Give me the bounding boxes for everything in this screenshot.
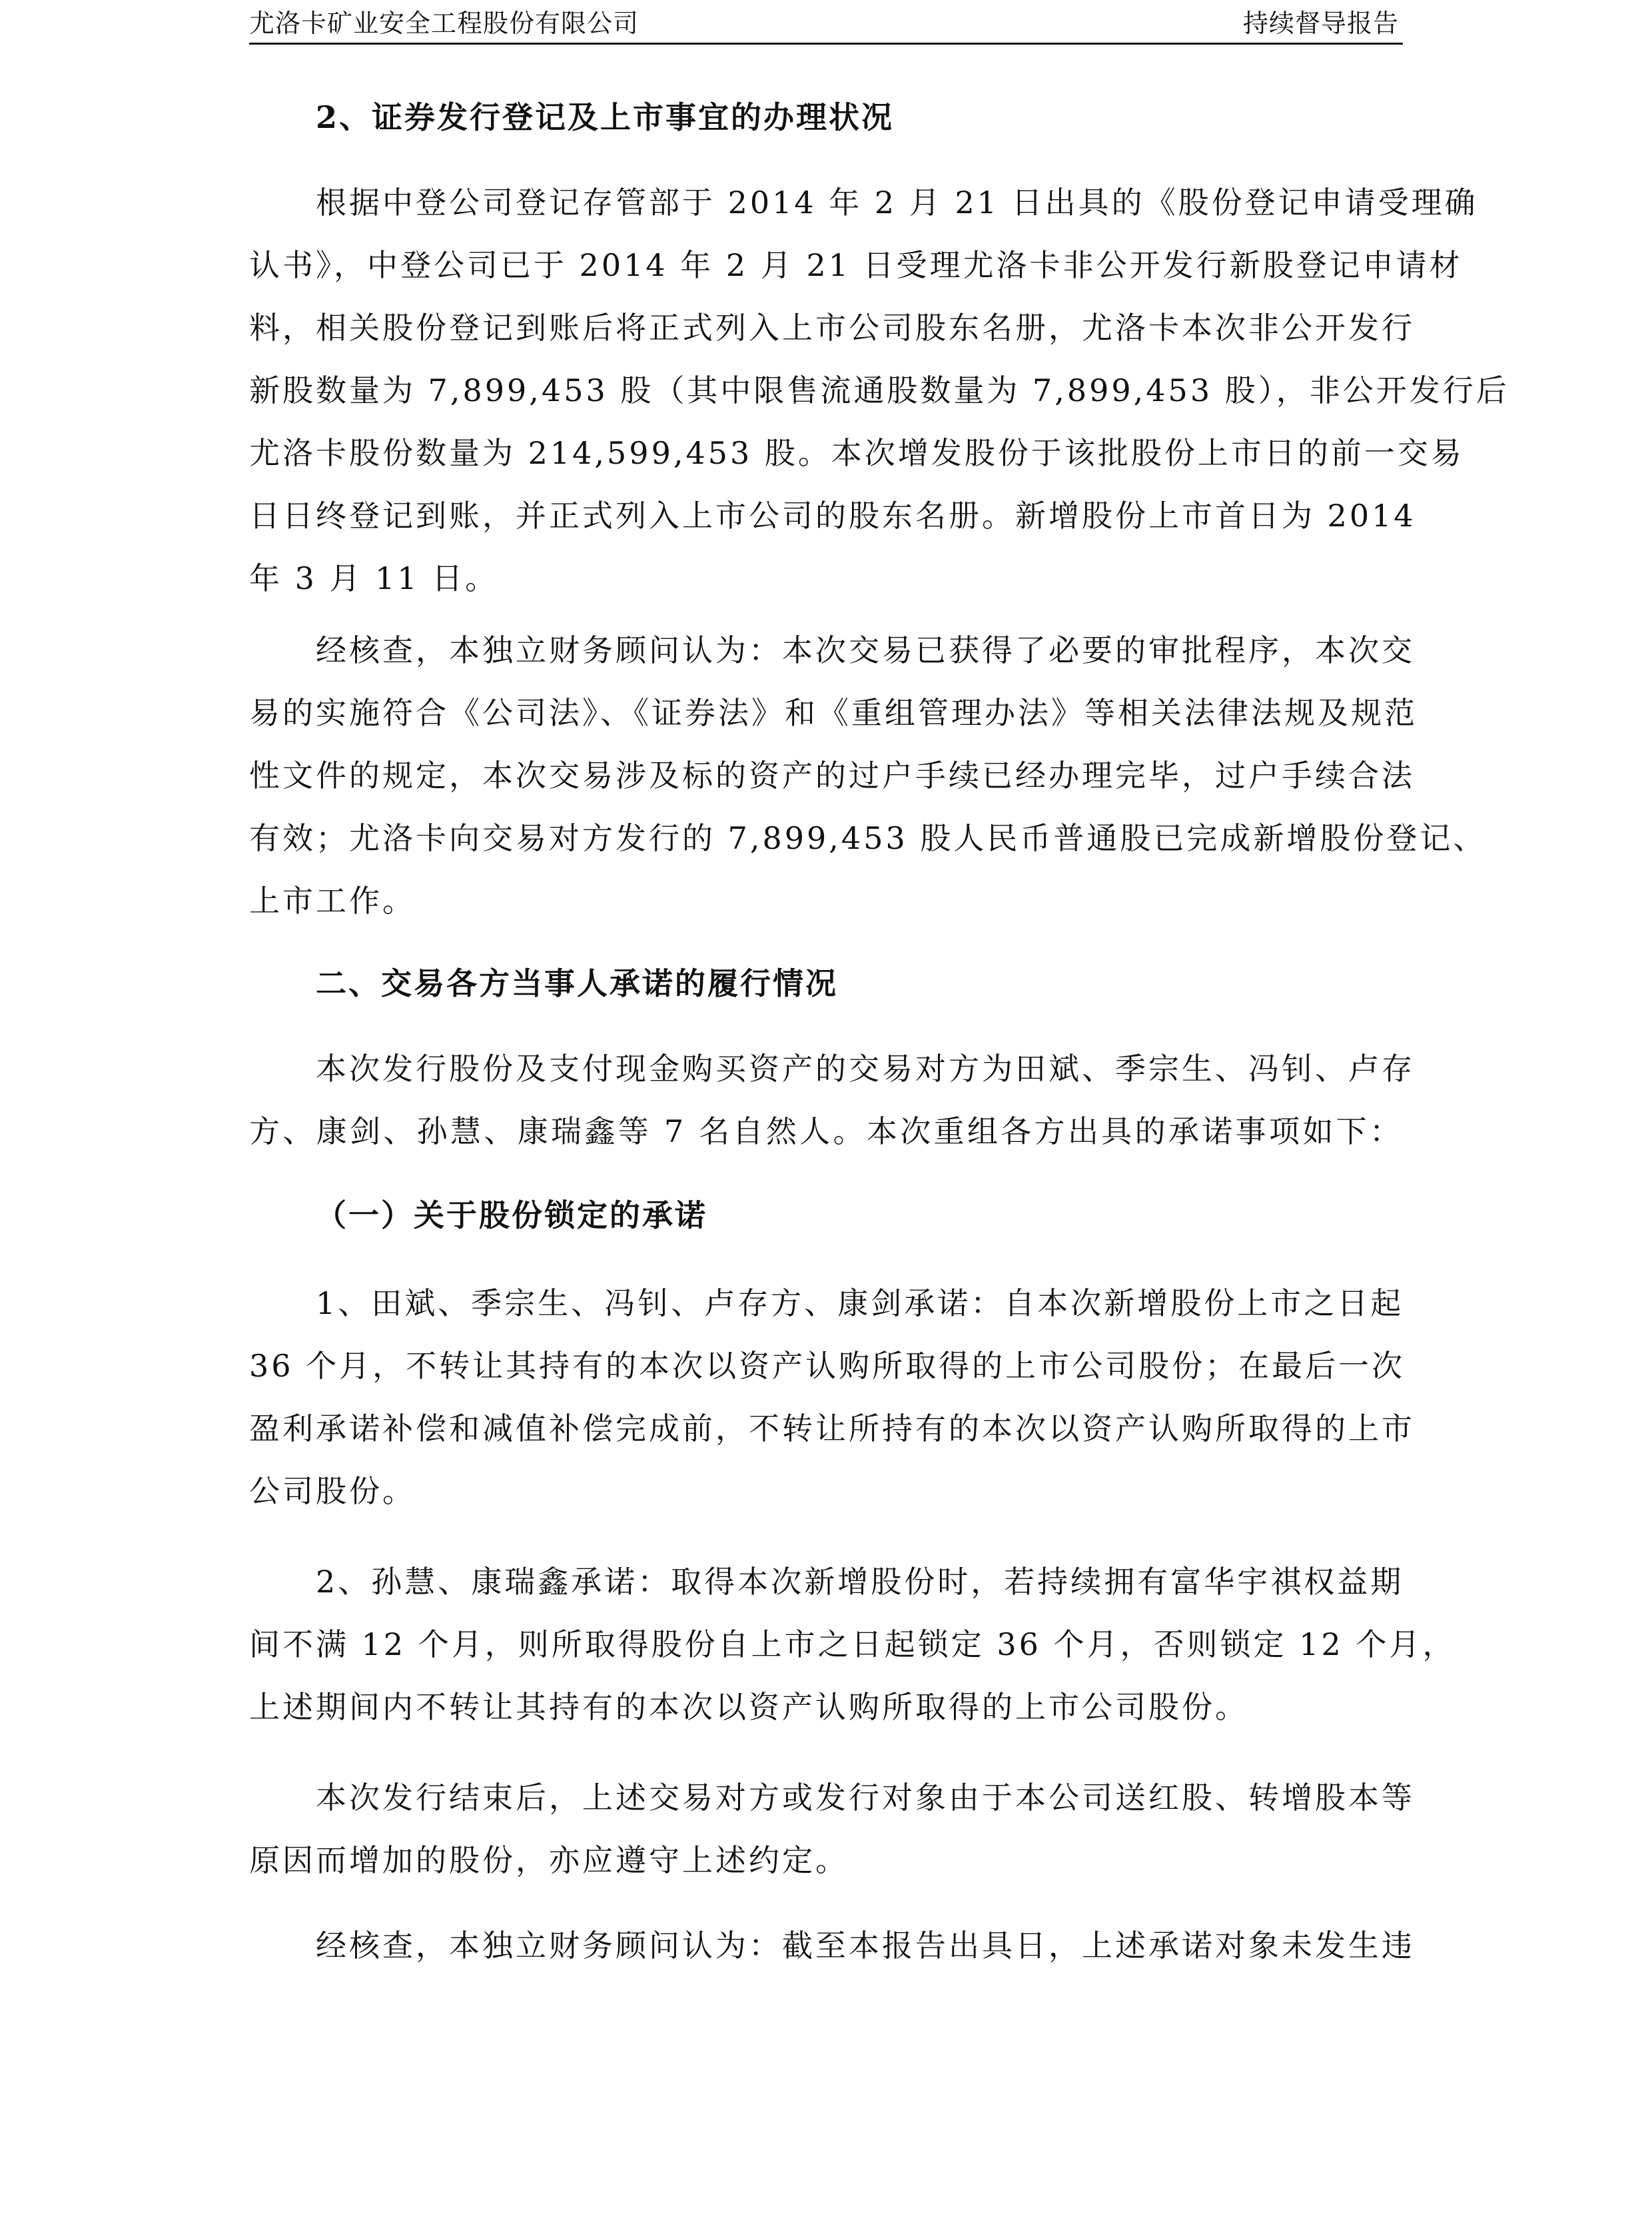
paragraph-line: 方、康剑、孙慧、康瑞鑫等 7 名自然人。本次重组各方出具的承诺事项如下： [249, 1113, 1403, 1149]
paragraph-line: 1、田斌、季宗生、冯钊、卢存方、康剑承诺：自本次新增股份上市之日起 [316, 1285, 1404, 1321]
paragraph-line: 年 3 月 11 日。 [249, 560, 499, 596]
paragraph-line: 性文件的规定，本次交易涉及标的资产的过户手续已经办理完毕，过户手续合法 [249, 758, 1415, 794]
paragraph-line: 新股数量为 7,899,453 股（其中限售流通股数量为 7,899,453 股），非公开发行后 [249, 372, 1509, 408]
paragraph-line: 经核查，本独立财务顾问认为：截至本报告出具日，上述承诺对象未发生违 [316, 1928, 1415, 1963]
paragraph-line: 上述期间内不转让其持有的本次以资产认购所取得的上市公司股份。 [249, 1689, 1248, 1725]
section-heading-registration: 2、证券发行登记及上市事宜的办理状况 [316, 99, 895, 135]
section-heading-commitments: 二、交易各方当事人承诺的履行情况 [316, 965, 838, 1001]
header-company-name: 尤洛卡矿业安全工程股份有限公司 [249, 9, 639, 38]
paragraph-line: 公司股份。 [249, 1473, 416, 1509]
paragraph-line: 日日终登记到账，并正式列入上市公司的股东名册。新增股份上市首日为 2014 [249, 498, 1416, 534]
paragraph-line: 本次发行股份及支付现金购买资产的交易对方为田斌、季宗生、冯钊、卢存 [316, 1051, 1415, 1087]
header-report-type: 持续督导报告 [1242, 9, 1399, 38]
paragraph-line: 上市工作。 [249, 883, 416, 919]
paragraph-line: 间不满 12 个月，则所取得股份自上市之日起锁定 36 个月，否则锁定 12 个月， [249, 1626, 1456, 1662]
paragraph-line: 易的实施符合《公司法》、《证券法》和《重组管理办法》等相关法律法规及规范 [249, 695, 1418, 731]
paragraph-line: 认书》，中登公司已于 2014 年 2 月 21 日受理尤洛卡非公开发行新股登记申请材 [249, 247, 1463, 283]
paragraph-line: 2、孙慧、康瑞鑫承诺：取得本次新增股份时，若持续拥有富华宇祺权益期 [316, 1564, 1404, 1600]
paragraph-line: 根据中登公司登记存管部于 2014 年 2 月 21 日出具的《股份登记申请受理确 [316, 185, 1478, 221]
paragraph-line: 尤洛卡股份数量为 214,599,453 股。本次增发股份于该批股份上市日的前一交易 [249, 435, 1464, 471]
subsection-heading-share-lock: （一）关于股份锁定的承诺 [316, 1197, 707, 1233]
paragraph-line: 36 个月，不转让其持有的本次以资产认购所取得的上市公司股份；在最后一次 [249, 1348, 1406, 1384]
paragraph-line: 料，相关股份登记到账后将正式列入上市公司股东名册，尤洛卡本次非公开发行 [249, 310, 1415, 346]
paragraph-line: 本次发行结束后，上述交易对方或发行对象由于本公司送红股、转增股本等 [316, 1780, 1415, 1816]
paragraph-line: 盈利承诺补偿和减值补偿完成前，不转让所持有的本次以资产认购所取得的上市 [249, 1410, 1415, 1446]
paragraph-line: 经核查，本独立财务顾问认为：本次交易已获得了必要的审批程序，本次交 [316, 632, 1415, 668]
paragraph-line: 有效；尤洛卡向交易对方发行的 7,899,453 股人民币普通股已完成新增股份登记、 [249, 820, 1487, 856]
paragraph-line: 原因而增加的股份，亦应遵守上述约定。 [249, 1842, 849, 1878]
page-header [249, 4, 1403, 45]
